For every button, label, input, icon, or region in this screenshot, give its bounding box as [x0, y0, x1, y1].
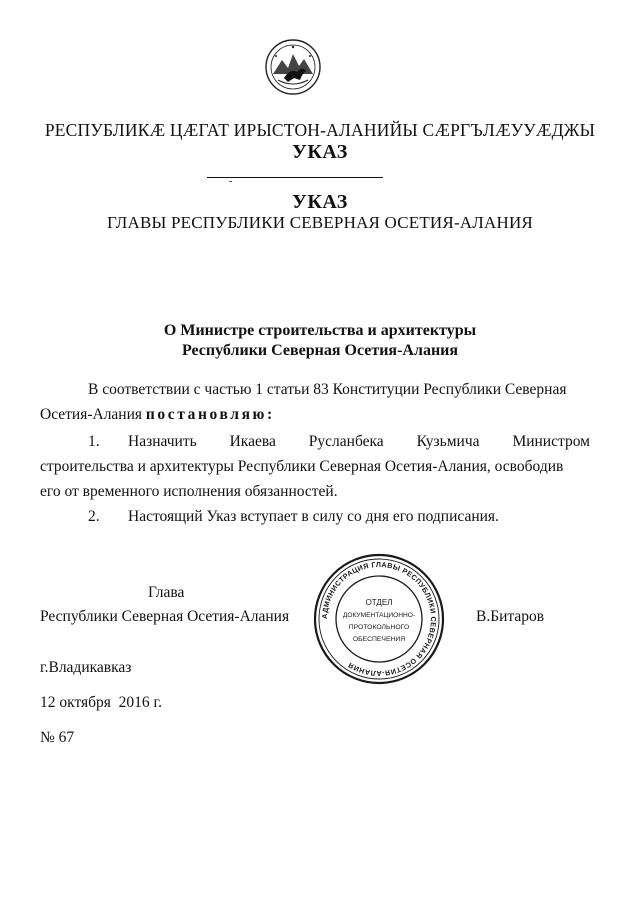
stamp-inner-line: ОТДЕЛ — [365, 598, 393, 607]
issue-date: 12 октября 2016 г. — [40, 694, 163, 711]
item-2-text: Настоящий Указ вступает в силу со дня его подписания. — [128, 508, 499, 525]
item-2-number: 2. — [88, 508, 100, 525]
item-1-word: Министром — [512, 433, 590, 450]
item-1-number: 1. — [88, 433, 100, 450]
stamp-ring-text: АДМИНИСТРАЦИЯ ГЛАВЫ РЕСПУБЛИКИ СЕВЕРНАЯ ОСЕТИЯ-АЛАНИЯ — [319, 559, 439, 679]
decree-verb: постановляю: — [145, 406, 275, 423]
item-1-line-3: его от временного исполнения обязанностей. — [40, 483, 338, 500]
state-name-ossetian: РЕСПУБЛИКӔ ЦӔГАТ ИРЫСТОН-АЛАНИЙЫ СӔРГЪЛӔУУӔДЖЫ — [44, 120, 596, 140]
decree-title-russian: УКАЗ — [292, 191, 348, 213]
decree-number: № 67 — [40, 729, 75, 746]
stamp-seal-icon — [312, 552, 446, 686]
issuer-title: ГЛАВЫ РЕСПУБЛИКИ СЕВЕРНАЯ ОСЕТИЯ-АЛАНИЯ — [107, 213, 533, 232]
header-divider — [207, 177, 383, 178]
signatory-name: В.Битаров — [476, 608, 545, 625]
scan-mark — [229, 181, 232, 182]
official-stamp — [312, 552, 446, 686]
issue-city: г.Владикавказ — [40, 659, 132, 676]
coat-of-arms-emblem — [264, 38, 322, 96]
decree-subject — [0, 321, 640, 361]
stamp-inner-line: ДОКУМЕНТАЦИОННО- — [342, 612, 416, 619]
signatory-title: Глава — [148, 584, 185, 601]
item-1-line-2: строительства и архитектуры Республики Северная Осетия-Алания, освободив — [40, 458, 564, 475]
item-1-word: Назначить — [128, 433, 197, 450]
subject-line-1: О Министре строительства и архитектуры — [163, 322, 477, 339]
intro-line-1: В соответствии с частью 1 статьи 83 Конституции Республики Северная — [88, 381, 567, 398]
stamp-inner-line: ПРОТОКОЛЬНОГО — [348, 624, 410, 631]
coat-of-arms-icon — [264, 38, 322, 96]
intro-line-2-text: Осетия-Алания — [40, 406, 146, 423]
decree-title-ossetian: УКАЗ — [292, 141, 348, 163]
intro-line-2 — [40, 405, 275, 425]
subject-line-2: Республики Северная Осетия-Алания — [181, 342, 459, 359]
stamp-inner-line: ОБЕСПЕЧЕНИЯ — [352, 636, 406, 643]
item-1-word: Икаева — [229, 433, 276, 450]
signatory-republic: Республики Северная Осетия-Алания — [40, 608, 290, 625]
item-1-line-1 — [128, 432, 590, 452]
item-1-word: Русланбека — [308, 433, 384, 450]
item-1-word: Кузьмича — [416, 433, 480, 450]
